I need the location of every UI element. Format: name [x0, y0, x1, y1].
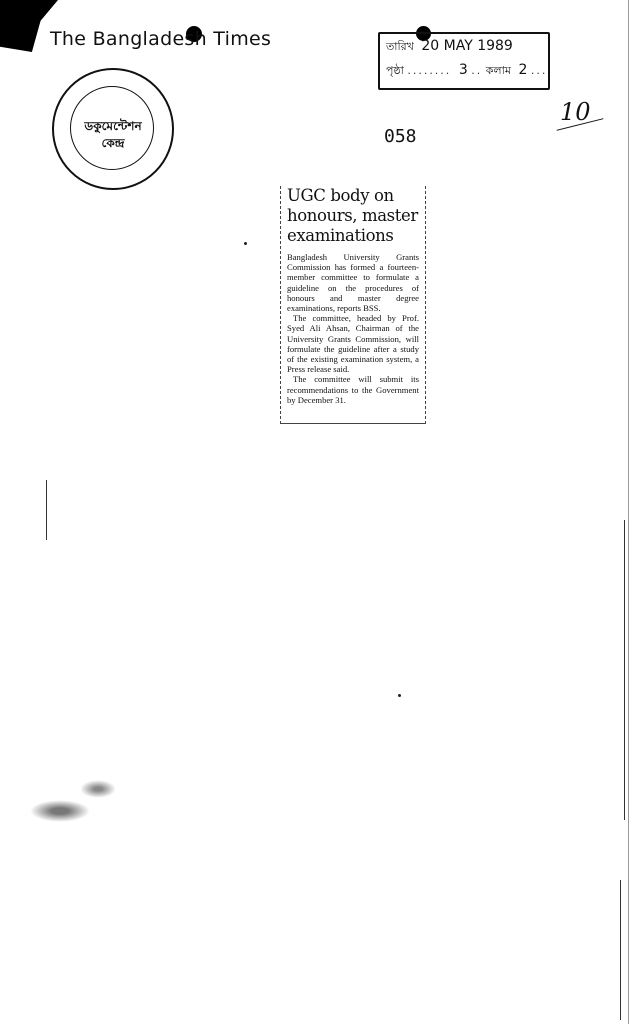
scan-edge-mark — [46, 480, 47, 540]
scan-edge-mark — [620, 880, 621, 1020]
headline-line: UGC body on — [287, 186, 394, 205]
scan-speck — [244, 242, 247, 245]
seal-line-1: ডকুমেন্টেশন — [84, 119, 142, 133]
headline-line: honours, master — [287, 206, 418, 225]
scan-smudge — [80, 780, 116, 798]
date-value: 20 MAY 1989 — [421, 38, 513, 54]
date-row — [386, 38, 513, 57]
date-stamp — [378, 32, 550, 90]
documentation-center-seal — [52, 68, 174, 190]
news-clipping — [280, 186, 426, 424]
scan-speck — [398, 694, 401, 697]
headline-line: examinations — [287, 226, 394, 245]
article-paragraph: The committee will submit its recommendations to the Government by December 31. — [287, 374, 419, 405]
page-column-row: পৃষ্ঠা ........ 3 .. কলাম 2 ... — [386, 62, 548, 78]
column-label: কলাম — [485, 64, 511, 77]
seal-line-2: কেন্দ্র — [101, 136, 125, 150]
article-headline — [287, 186, 419, 246]
scan-edge-mark — [624, 520, 625, 820]
article-paragraph: Bangladesh University Grants Commission has formed a fourteen-member committee to formulate a guideline on the procedures of honours and master degree examinations, reports BSS. — [287, 252, 419, 314]
date-label: তারিখ — [386, 40, 414, 53]
handwritten-note: 10 — [560, 98, 591, 126]
newspaper-masthead: The Bangladesh Times — [50, 28, 272, 50]
scan-smudge — [30, 800, 90, 822]
page-right-edge — [628, 0, 629, 1024]
page-value: 3 — [458, 62, 468, 78]
page-label: পৃষ্ঠা — [386, 64, 404, 77]
column-value: 2 — [518, 62, 528, 78]
article-paragraph: The committee, headed by Prof. Syed Ali Ahsan, Chairman of the University Grants Commission, will formulate the guideline after a study of the existing examination system, a Press release said. — [287, 313, 419, 375]
page-number: 058 — [384, 126, 417, 147]
